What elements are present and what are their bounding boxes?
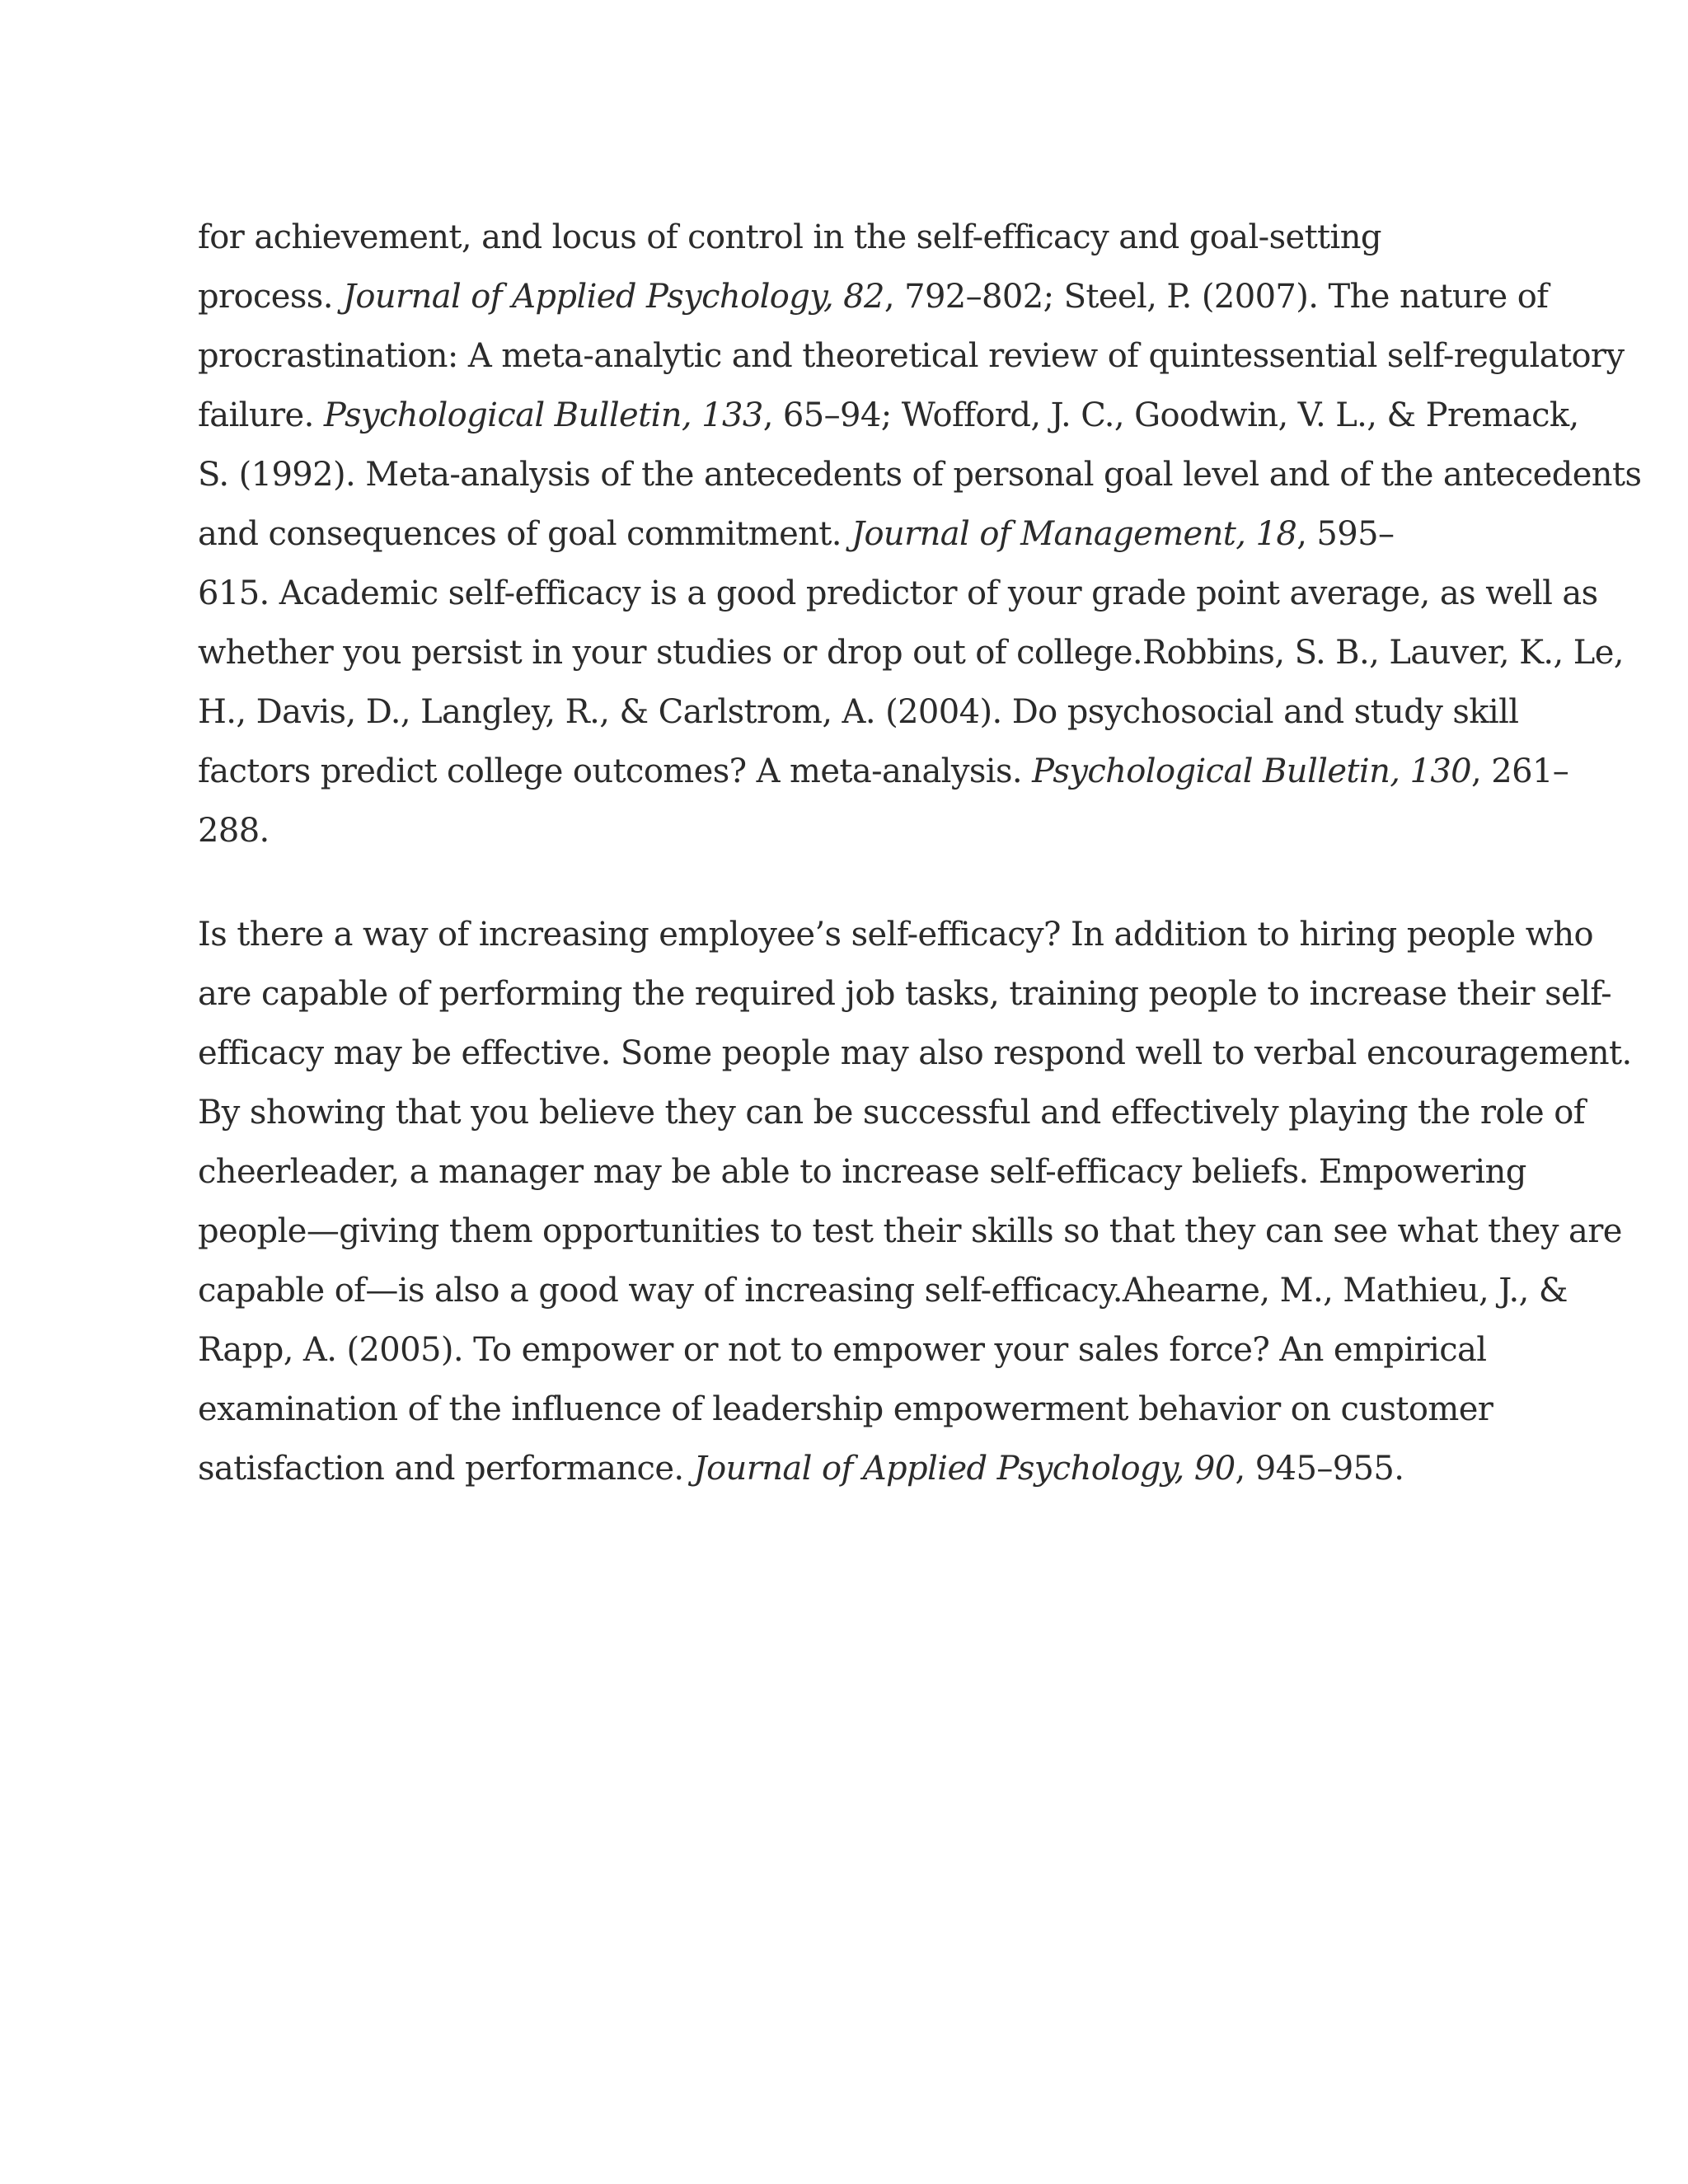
text-line: [198, 572, 1598, 615]
text-run: are capable of performing the required job tasks, training people to increase their self-: [198, 975, 1612, 1013]
text-run: , 65–94; Wofford, J. C., Goodwin, V. L., & Premack,: [762, 396, 1579, 434]
text-line: [198, 1388, 1493, 1431]
italic-citation: Psychological Bulletin, 130: [1032, 752, 1472, 790]
text-run: factors predict college outcomes? A meta-analysis.: [198, 752, 1033, 790]
text-line: [198, 691, 1518, 733]
text-line: [198, 275, 1548, 318]
text-line: [198, 913, 1593, 956]
text-run: cheerleader, a manager may be able to increase self-efficacy beliefs. Empowering: [198, 1153, 1526, 1191]
text-run: , 261–: [1471, 752, 1569, 790]
italic-citation: Psychological Bulletin, 133: [323, 396, 763, 434]
text-line: [198, 1210, 1622, 1253]
text-run: capable of—is also a good way of increasing self-efficacy.Ahearne, M., Mathieu, J., &: [198, 1272, 1568, 1310]
text-run: whether you persist in your studies or drop out of college.Robbins, S. B., Lauver, K., Le,: [198, 634, 1624, 672]
text-line: [198, 513, 1394, 555]
text-run: , 792–802; Steel, P. (2007). The nature of: [884, 278, 1549, 316]
text-line: [198, 1329, 1486, 1371]
text-run: examination of the influence of leadership empowerment behavior on customer: [198, 1390, 1493, 1428]
text-run: 288.: [198, 812, 270, 850]
text-line: [198, 1151, 1526, 1193]
text-run: satisfaction and performance.: [198, 1450, 694, 1488]
text-run: , 945–955.: [1235, 1450, 1404, 1488]
text-run: H., Davis, D., Langley, R., & Carlstrom, A. (2004). Do psychosocial and study skill: [198, 693, 1519, 731]
text-run: Rapp, A. (2005). To empower or not to empower your sales force? An empirical: [198, 1331, 1487, 1369]
text-run: S. (1992). Meta-analysis of the antecedents of personal goal level and of the antecedents: [198, 456, 1642, 494]
text-line: [198, 1447, 1404, 1490]
text-line: [198, 216, 1381, 259]
text-run: failure.: [198, 396, 324, 434]
text-line: [198, 972, 1611, 1015]
text-run: procrastination: A meta-analytic and theoretical review of quintessential self-regulatory: [198, 337, 1625, 375]
text-run: people—giving them opportunities to test their skills so that they can see what they are: [198, 1212, 1622, 1250]
text-run: 615. Academic self-efficacy is a good predictor of your grade point average, as well as: [198, 574, 1598, 612]
text-line: [198, 631, 1624, 674]
text-line: [198, 750, 1568, 793]
text-line: [198, 335, 1624, 377]
text-line: [198, 1091, 1585, 1134]
italic-citation: Journal of Management, 18: [851, 515, 1297, 553]
text-run: process.: [198, 278, 343, 316]
text-line: [198, 809, 270, 852]
text-line: [198, 1269, 1568, 1312]
text-line: [198, 394, 1579, 437]
text-line: [198, 1032, 1632, 1075]
text-run: efficacy may be effective. Some people may also respond well to verbal encouragement.: [198, 1034, 1632, 1072]
italic-citation: Journal of Applied Psychology, 82: [342, 278, 884, 316]
text-run: By showing that you believe they can be successful and effectively playing the role of: [198, 1094, 1585, 1132]
text-run: Is there a way of increasing employee’s self-efficacy? In addition to hiring people who: [198, 916, 1593, 954]
text-run: for achievement, and locus of control in the self-efficacy and goal-setting: [198, 218, 1381, 256]
text-run: , 595–: [1296, 515, 1395, 553]
text-line: [198, 453, 1641, 496]
italic-citation: Journal of Applied Psychology, 90: [693, 1450, 1236, 1488]
text-run: and consequences of goal commitment.: [198, 515, 852, 553]
